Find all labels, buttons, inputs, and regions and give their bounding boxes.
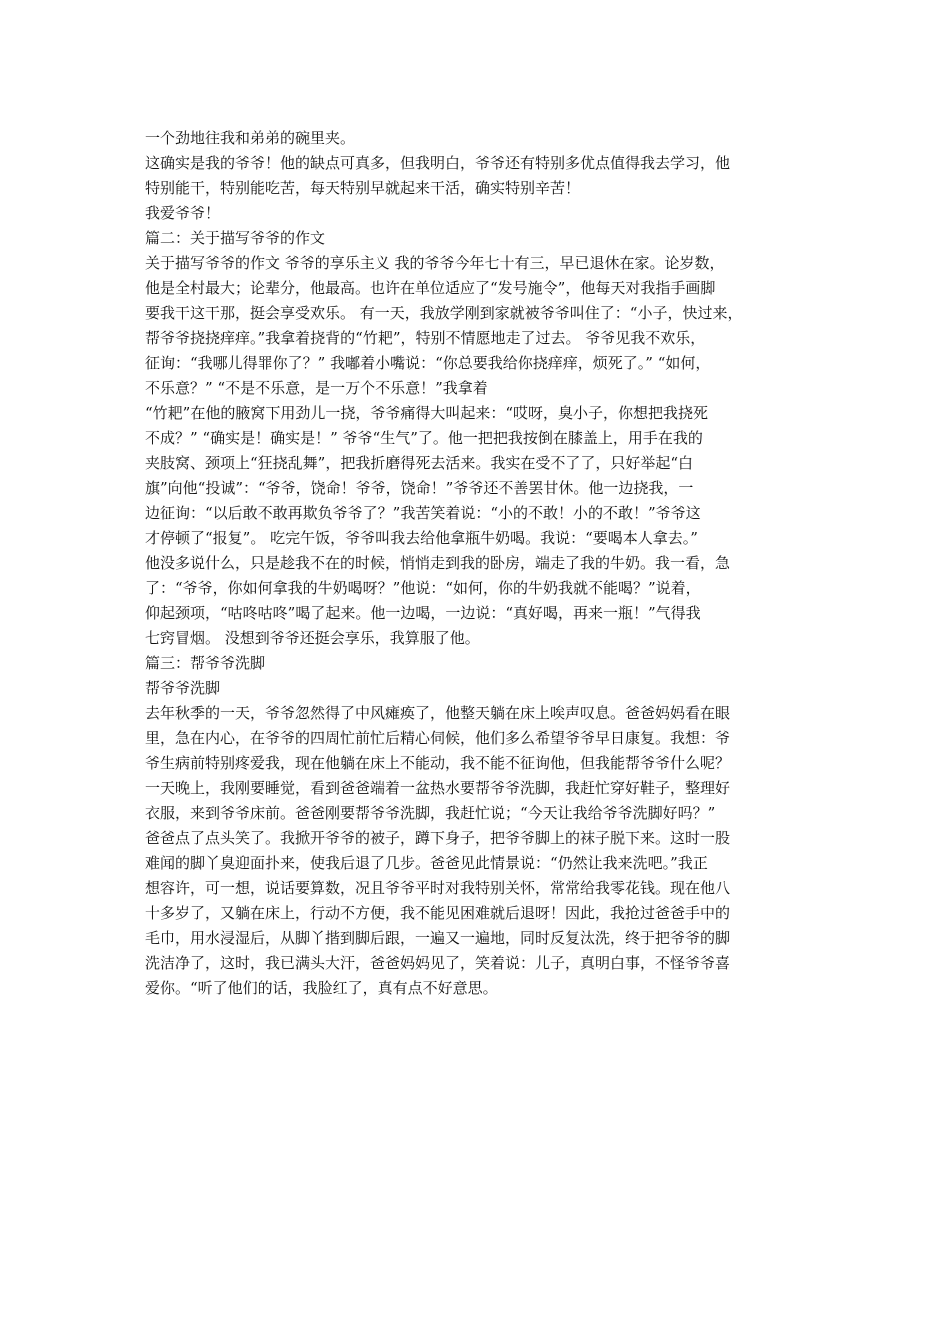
text-line: 不乐意？” “不是不乐意，是一万个不乐意！”我拿着 <box>145 379 488 397</box>
text-line: 难闻的脚丫臭迎面扑来，使我后退了几步。爸爸见此情景说：“仍然让我来洗吧。”我正 <box>145 854 708 872</box>
text-line: 特别能干，特别能吃苦，每天特别早就起来干活，确实特别辛苦！ <box>145 179 581 197</box>
text-line: 爷生病前特别疼爱我，现在他躺在床上不能动，我不能不征询他，但我能帮爷爷什么呢？ <box>145 754 731 772</box>
text-line: 仰起颈项，“咕咚咕咚”喝了起来。他一边喝，一边说：“真好喝，再来一瓶！”气得我 <box>145 604 701 622</box>
text-line: 毛巾，用水浸湿后，从脚丫揩到脚后跟，一遍又一遍地，同时反复汰洗，终于把爷爷的脚 <box>145 929 731 947</box>
text-line: “竹耙”在他的腋窝下用劲儿一挠，爷爷痛得大叫起来：“哎呀，臭小子，你想把我挠死 <box>145 404 709 422</box>
text-line: 我爱爷爷！ <box>145 204 221 222</box>
text-line: 想容许，可一想，说话要算数，况且爷爷平时对我特别关怀，常常给我零花钱。现在他八 <box>145 879 731 897</box>
text-line: 帮爷爷挠挠痒痒。”我拿着挠背的“竹耙”，特别不情愿地走了过去。 爷爷见我不欢乐， <box>145 329 706 347</box>
text-line: 旗”向他“投诚”：“爷爷，饶命！爷爷，饶命！”爷爷还不善罢甘休。他一边挠我，一 <box>145 479 694 497</box>
text-line: 一天晚上，我刚要睡觉，看到爸爸端着一盆热水要帮爷爷洗脚，我赶忙穿好鞋子，整理好 <box>145 779 731 797</box>
text-line: 十多岁了，又躺在床上，行动不方便，我不能见困难就后退呀！因此，我抢过爸爸手中的 <box>145 904 731 922</box>
text-line: 要我干这干那，挺会享受欢乐。 有一天，我放学刚到家就被爷爷叫住了：“小子，快过来， <box>145 304 743 322</box>
text-line: 边征询：“以后敢不敢再欺负爷爷了？”我苦笑着说：“小的不敢！小的不敢！”爷爷这 <box>145 504 701 522</box>
text-line: 他没多说什么，只是趁我不在的时候，悄悄走到我的卧房，端走了我的牛奶。我一看，急 <box>145 554 731 572</box>
text-line: 一个劲地往我和弟弟的碗里夹。 <box>145 129 356 147</box>
section-heading: 篇二：关于描写爷爷的作文 <box>145 229 326 247</box>
text-line: 才停顿了“报复”。 吃完午饭，爷爷叫我去给他拿瓶牛奶喝。我说：“要喝本人拿去。” <box>145 529 698 547</box>
text-line: 征询：“我哪儿得罪你了？” 我嘟着小嘴说：“你总要我给你挠痒痒，烦死了。” “如何， <box>145 354 711 372</box>
text-line: 爸爸点了点头笑了。我掀开爷爷的被子，蹲下身子，把爷爷脚上的袜子脱下来。这时一股 <box>145 829 731 847</box>
text-line: 洗洁净了，这时，我已满头大汗，爸爸妈妈见了，笑着说：儿子，真明白事，不怪爷爷喜 <box>145 954 731 972</box>
text-line: 爱你。“听了他们的话，我脸红了，真有点不好意思。 <box>145 979 498 997</box>
text-line: 夹肢窝、颈项上“狂挠乱舞”，把我折磨得死去活来。我实在受不了了，只好举起“白 <box>145 454 694 472</box>
text-line: 了：“爷爷，你如何拿我的牛奶喝呀？”他说：“如何，你的牛奶我就不能喝？”说着， <box>145 579 701 597</box>
text-line: 关于描写爷爷的作文 爷爷的享乐主义 我的爷爷今年七十有三，早已退休在家。论岁数， <box>145 254 725 272</box>
text-line: 去年秋季的一天，爷爷忽然得了中风瘫痪了，他整天躺在床上唉声叹息。爸爸妈妈看在眼 <box>145 704 731 722</box>
text-line: 这确实是我的爷爷！他的缺点可真多，但我明白，爷爷还有特别多优点值得我去学习，他 <box>145 154 731 172</box>
text-line: 衣服，来到爷爷床前。爸爸刚要帮爷爷洗脚，我赶忙说；“今天让我给爷爷洗脚好吗？” <box>145 804 716 822</box>
text-line: 里，急在内心，在爷爷的四周忙前忙后精心伺候，他们多么希望爷爷早日康复。我想：爷 <box>145 729 731 747</box>
article-title: 帮爷爷洗脚 <box>145 679 221 697</box>
section-heading: 篇三：帮爷爷洗脚 <box>145 654 266 672</box>
document-page <box>145 126 810 1001</box>
text-line: 七窍冒烟。 没想到爷爷还挺会享乐，我算服了他。 <box>145 629 480 647</box>
text-line: 他是全村最大；论辈分，他最高。也许在单位适应了“发号施令”，他每天对我指手画脚 <box>145 279 716 297</box>
text-line: 不成？” “确实是！确实是！” 爷爷“生气”了。他一把把我按倒在膝盖上，用手在我的 <box>145 429 703 447</box>
